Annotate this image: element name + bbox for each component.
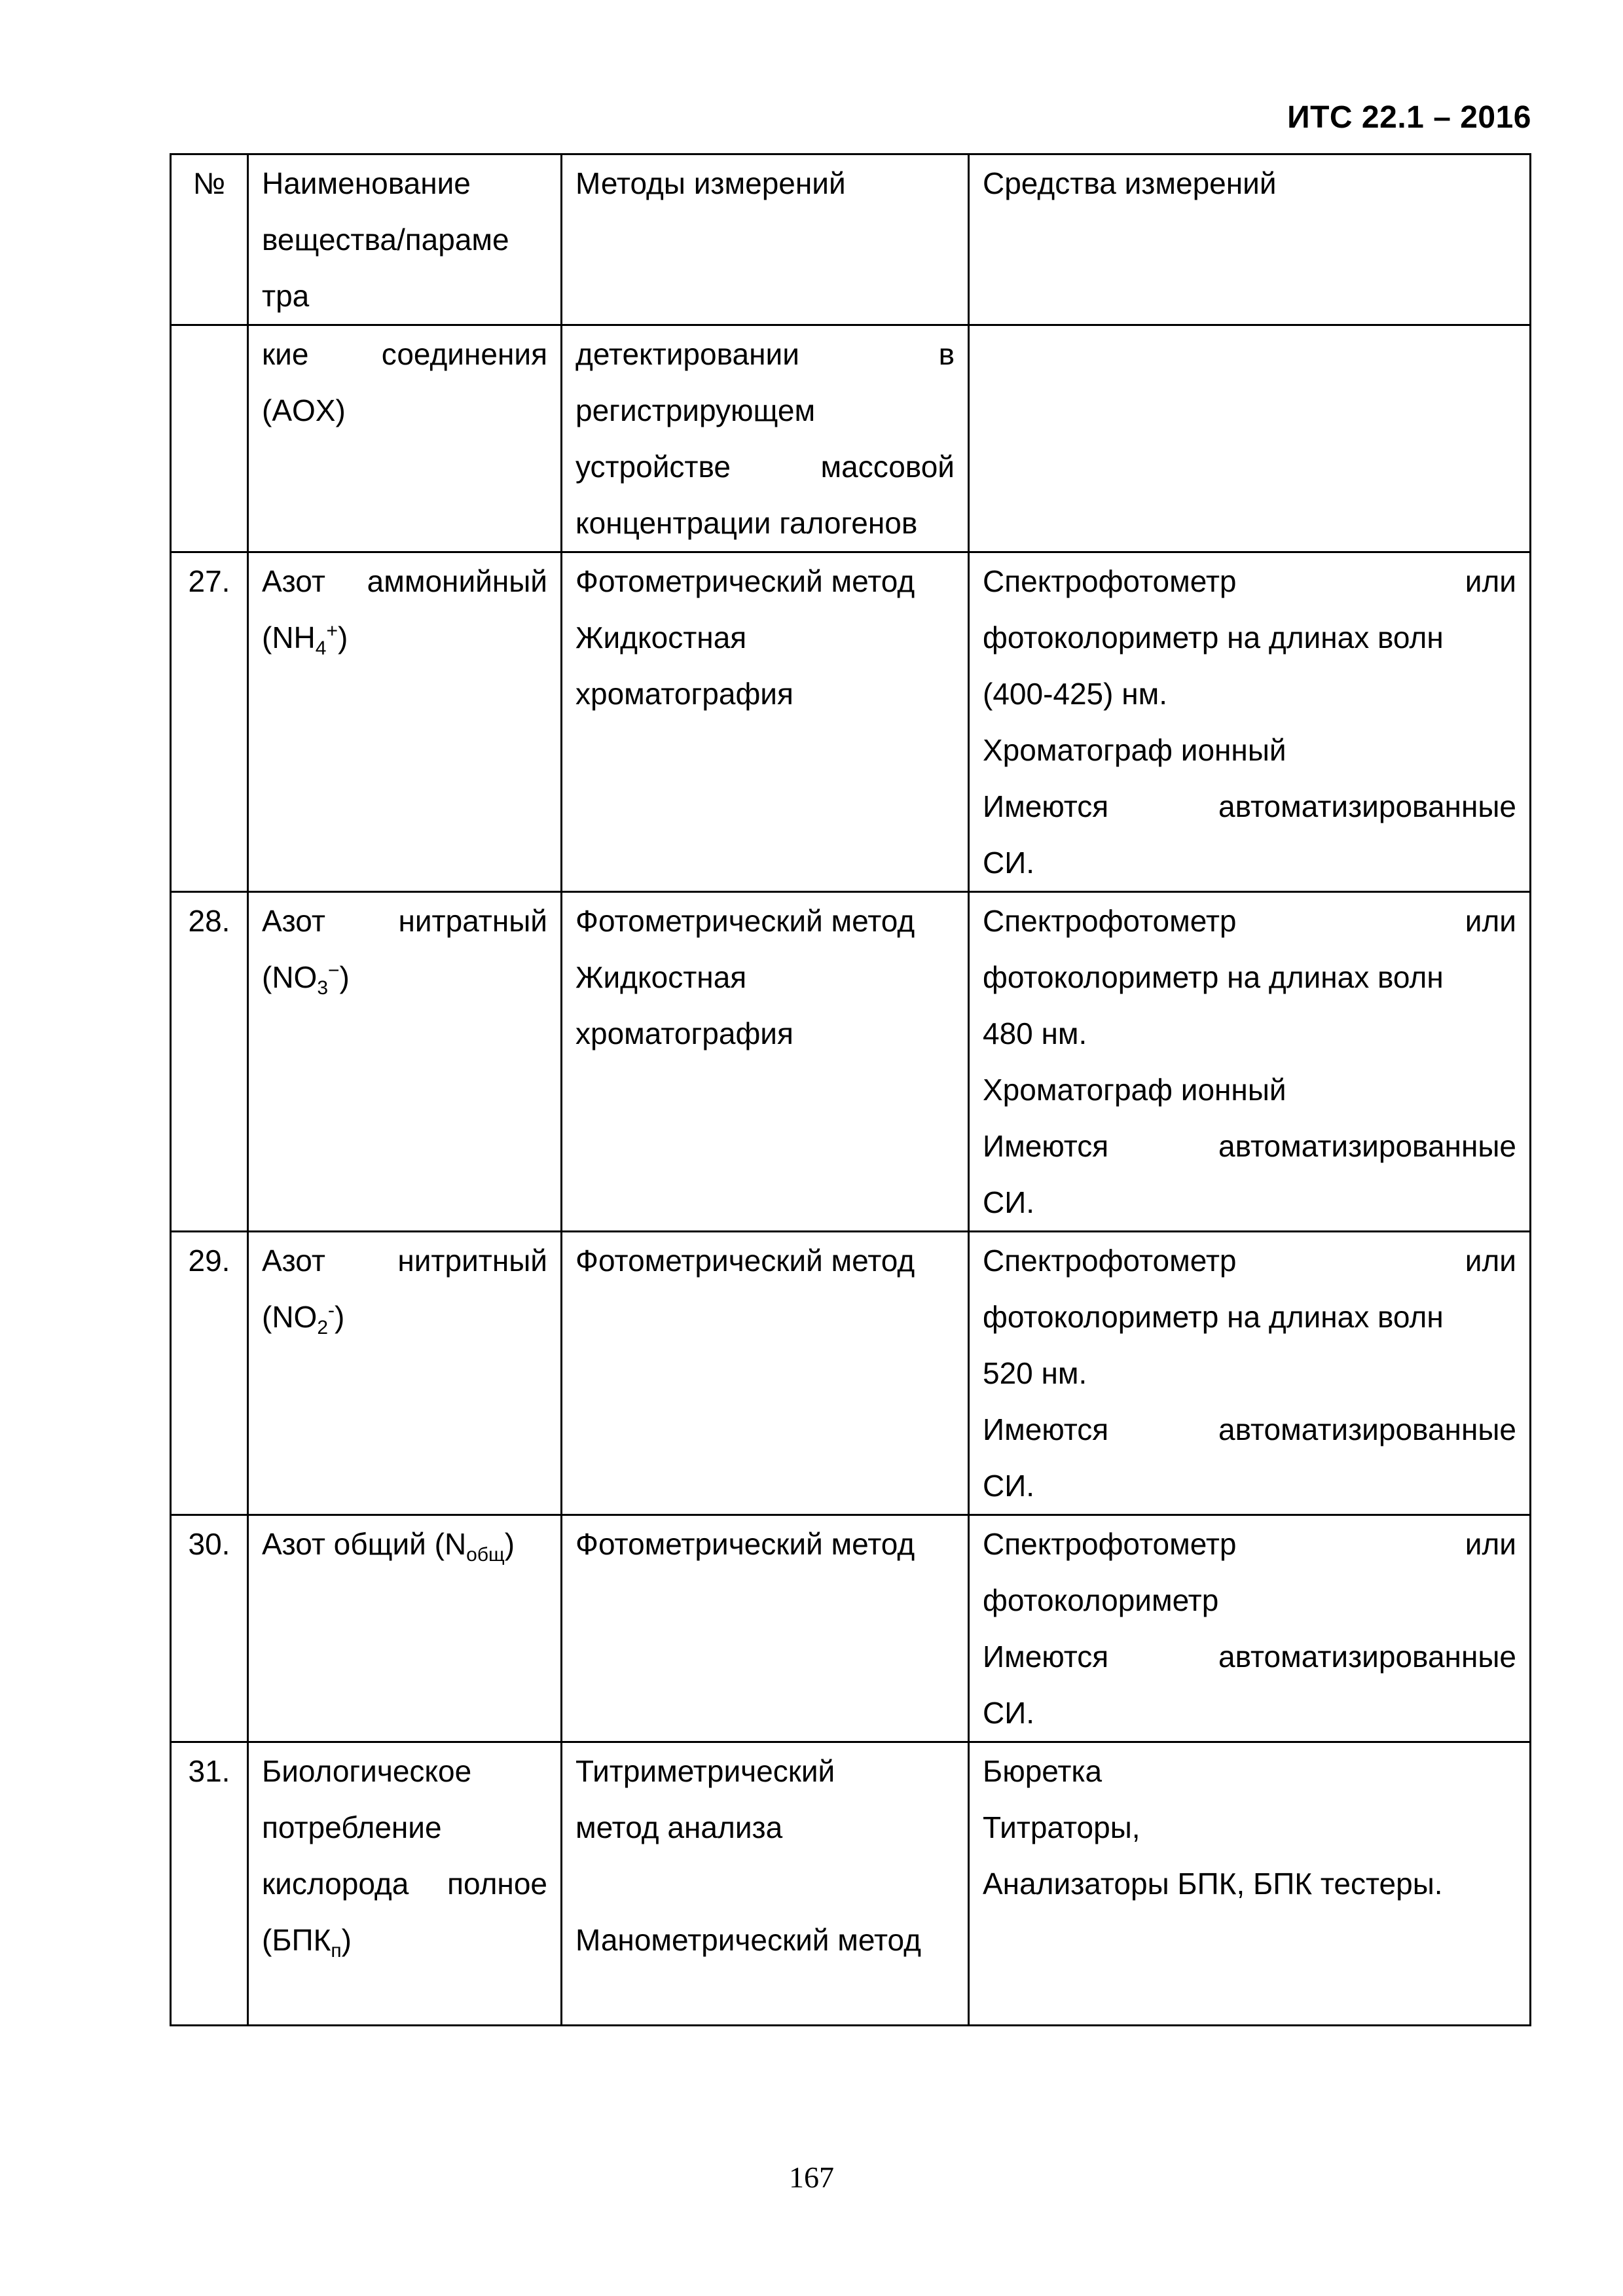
row-methods-word: массовой bbox=[820, 450, 955, 484]
row-inst-line: фотоколориметр на длинах волн bbox=[983, 620, 1444, 655]
row-num-cell bbox=[171, 1232, 248, 1515]
row-num-cell bbox=[171, 325, 248, 552]
header-name-cell bbox=[248, 154, 562, 325]
row-methods-line: Фотометрический метод bbox=[575, 1527, 915, 1561]
row-inst-word: Имеются bbox=[983, 1129, 1109, 1163]
formula-text: Азот общий (N bbox=[262, 1527, 467, 1561]
row-num: 31. bbox=[188, 1754, 230, 1788]
row-name-formula bbox=[262, 609, 547, 666]
row-inst-line bbox=[983, 1232, 1516, 1289]
row-name-line bbox=[262, 1856, 547, 1912]
formula-text: (БПК bbox=[262, 1923, 331, 1957]
row-inst-line bbox=[983, 778, 1516, 834]
row-inst-word: или bbox=[1465, 904, 1516, 938]
row-methods-line: Титриметрический bbox=[575, 1754, 835, 1788]
row-methods-line bbox=[575, 326, 955, 382]
row-instruments-cell bbox=[969, 1742, 1531, 2026]
header-instruments: Средства измерений bbox=[983, 166, 1277, 200]
row-inst-word: Спектрофотометр bbox=[983, 564, 1237, 598]
formula-text: ) bbox=[337, 620, 348, 655]
document-code-header: ИТС 22.1 – 2016 bbox=[1287, 100, 1531, 135]
row-methods-line: метод анализа bbox=[575, 1810, 783, 1844]
row-methods-line: Фотометрический метод bbox=[575, 1244, 915, 1278]
row-name-line bbox=[262, 553, 547, 609]
formula-subscript: 3 bbox=[317, 977, 329, 999]
header-name-line: вещества/параме bbox=[262, 223, 509, 257]
row-methods-line: Жидкостная bbox=[575, 960, 747, 994]
row-instruments-cell bbox=[969, 892, 1531, 1232]
row-methods-line: Фотометрический метод bbox=[575, 564, 915, 598]
row-name-line: потребление bbox=[262, 1810, 442, 1844]
row-inst-line: Анализаторы БПК, БПК тестеры. bbox=[983, 1867, 1443, 1901]
row-methods-cell bbox=[562, 325, 969, 552]
row-inst-line bbox=[983, 893, 1516, 949]
row-methods-cell bbox=[562, 1515, 969, 1742]
row-name-cell bbox=[248, 1232, 562, 1515]
header-methods: Методы измерений bbox=[575, 166, 846, 200]
row-inst-word: автоматизированные bbox=[1218, 1412, 1516, 1446]
formula-text: ) bbox=[504, 1527, 515, 1561]
row-name-formula bbox=[262, 1912, 547, 1968]
row-instruments-cell bbox=[969, 552, 1531, 892]
formula-subscript: 2 bbox=[317, 1317, 329, 1339]
row-name-line bbox=[262, 1232, 547, 1289]
formula-text: (NO bbox=[262, 1300, 318, 1334]
row-methods-line: концентрации галогенов bbox=[575, 506, 918, 540]
row-methods-cell bbox=[562, 1232, 969, 1515]
table-row bbox=[171, 552, 1531, 892]
row-methods-line: хроматография bbox=[575, 677, 793, 711]
row-inst-line: фотоколориметр на длинах волн bbox=[983, 1300, 1444, 1334]
row-methods-word: в bbox=[938, 337, 955, 371]
table-row bbox=[171, 325, 1531, 552]
row-methods-line: Манометрический метод bbox=[575, 1923, 921, 1957]
row-name-formula bbox=[262, 1516, 547, 1572]
row-methods-cell bbox=[562, 1742, 969, 2026]
row-name-cell bbox=[248, 892, 562, 1232]
row-name-formula bbox=[262, 1289, 547, 1345]
header-num-cell bbox=[171, 154, 248, 325]
row-instruments-cell bbox=[969, 325, 1531, 552]
page-number: 167 bbox=[789, 2161, 834, 2194]
row-num: 28. bbox=[188, 904, 230, 938]
row-inst-line: 520 нм. bbox=[983, 1356, 1087, 1390]
row-name-line bbox=[262, 893, 547, 949]
table-row bbox=[171, 1742, 1531, 2026]
row-num-cell bbox=[171, 1515, 248, 1742]
row-inst-line: 480 нм. bbox=[983, 1016, 1087, 1050]
row-num: 30. bbox=[188, 1527, 230, 1561]
row-inst-word: Спектрофотометр bbox=[983, 1244, 1237, 1278]
header-instruments-cell bbox=[969, 154, 1531, 325]
row-inst-line: (400-425) нм. bbox=[983, 677, 1168, 711]
row-methods-word: детектировании bbox=[575, 337, 799, 371]
row-name-word: полное bbox=[447, 1867, 547, 1901]
row-inst-word: Спектрофотометр bbox=[983, 1527, 1237, 1561]
row-name-line: Биологическое bbox=[262, 1754, 472, 1788]
formula-subscript: общ bbox=[466, 1544, 505, 1566]
row-instruments-cell bbox=[969, 1232, 1531, 1515]
row-inst-line bbox=[983, 1118, 1516, 1174]
formula-text: ) bbox=[335, 1300, 345, 1334]
row-num-cell bbox=[171, 892, 248, 1232]
row-inst-word: или bbox=[1465, 564, 1516, 598]
row-name-cell bbox=[248, 552, 562, 892]
table-row bbox=[171, 892, 1531, 1232]
row-name-word: нитратный bbox=[398, 904, 547, 938]
row-inst-line: СИ. bbox=[983, 846, 1035, 880]
row-methods-line: Фотометрический метод bbox=[575, 904, 915, 938]
row-num-cell bbox=[171, 552, 248, 892]
row-inst-line: Бюретка bbox=[983, 1754, 1103, 1788]
row-name-cell bbox=[248, 325, 562, 552]
row-inst-line bbox=[983, 553, 1516, 609]
row-methods-cell bbox=[562, 552, 969, 892]
header-num: № bbox=[192, 166, 226, 200]
row-name-word: соединения bbox=[381, 337, 547, 371]
row-name-word: нитритный bbox=[397, 1244, 547, 1278]
row-name-word: Азот bbox=[262, 1244, 325, 1278]
table-header-row bbox=[171, 154, 1531, 325]
row-inst-line bbox=[983, 1516, 1516, 1572]
row-methods-line bbox=[575, 439, 955, 495]
row-inst-line: СИ. bbox=[983, 1469, 1035, 1503]
row-inst-word: или bbox=[1465, 1527, 1516, 1561]
formula-text: (NH bbox=[262, 620, 316, 655]
row-inst-line: СИ. bbox=[983, 1696, 1035, 1730]
row-inst-word: Имеются bbox=[983, 1640, 1109, 1674]
cell-spacer bbox=[262, 1968, 547, 2024]
header-methods-cell bbox=[562, 154, 969, 325]
row-inst-word: автоматизированные bbox=[1218, 789, 1516, 823]
row-name-word: кие bbox=[262, 337, 309, 371]
row-inst-line bbox=[983, 1628, 1516, 1685]
row-name-cell bbox=[248, 1742, 562, 2026]
row-inst-line: фотоколориметр на длинах волн bbox=[983, 960, 1444, 994]
row-name-line: (AOX) bbox=[262, 393, 346, 427]
row-inst-word: Имеются bbox=[983, 789, 1109, 823]
table-row bbox=[171, 1515, 1531, 1742]
row-instruments-cell bbox=[969, 1515, 1531, 1742]
row-methods-line: регистрирующем bbox=[575, 393, 816, 427]
row-num: 29. bbox=[188, 1244, 230, 1278]
row-inst-word: Имеются bbox=[983, 1412, 1109, 1446]
row-inst-line bbox=[983, 1401, 1516, 1458]
row-inst-word: автоматизированные bbox=[1218, 1129, 1516, 1163]
formula-subscript: 4 bbox=[315, 637, 327, 660]
formula-text: ) bbox=[341, 1923, 352, 1957]
row-inst-word: автоматизированные bbox=[1218, 1640, 1516, 1674]
row-inst-word: Спектрофотометр bbox=[983, 904, 1237, 938]
row-methods-word: устройстве bbox=[575, 450, 731, 484]
row-methods-cell bbox=[562, 892, 969, 1232]
formula-subscript: п bbox=[331, 1940, 342, 1962]
row-name-word: Азот bbox=[262, 904, 325, 938]
row-inst-word: или bbox=[1465, 1244, 1516, 1278]
row-name-cell bbox=[248, 1515, 562, 1742]
row-name-line bbox=[262, 326, 547, 382]
header-name-line: Наименование bbox=[262, 166, 471, 200]
cell-spacer bbox=[575, 1856, 955, 1912]
row-inst-line: фотоколориметр bbox=[983, 1583, 1219, 1617]
formula-superscript: + bbox=[326, 620, 338, 642]
row-inst-line: СИ. bbox=[983, 1185, 1035, 1219]
row-name-word: Азот bbox=[262, 564, 325, 598]
row-name-word: кислорода bbox=[262, 1867, 409, 1901]
row-inst-line: Хроматограф ионный bbox=[983, 1073, 1286, 1107]
row-inst-line: Хроматограф ионный bbox=[983, 733, 1286, 767]
formula-superscript: − bbox=[328, 960, 340, 982]
formula-text: (NO bbox=[262, 960, 318, 994]
row-methods-line: хроматография bbox=[575, 1016, 793, 1050]
row-name-word: аммонийный bbox=[367, 564, 547, 598]
row-inst-line: Титраторы, bbox=[983, 1810, 1140, 1844]
formula-superscript: - bbox=[328, 1299, 335, 1321]
row-num: 27. bbox=[188, 564, 230, 598]
row-name-formula bbox=[262, 949, 547, 1005]
header-name-line: тра bbox=[262, 279, 310, 313]
row-methods-line: Жидкостная bbox=[575, 620, 747, 655]
table-row bbox=[171, 1232, 1531, 1515]
row-num-cell bbox=[171, 1742, 248, 2026]
formula-text: ) bbox=[339, 960, 350, 994]
measurement-methods-table bbox=[170, 153, 1531, 2026]
